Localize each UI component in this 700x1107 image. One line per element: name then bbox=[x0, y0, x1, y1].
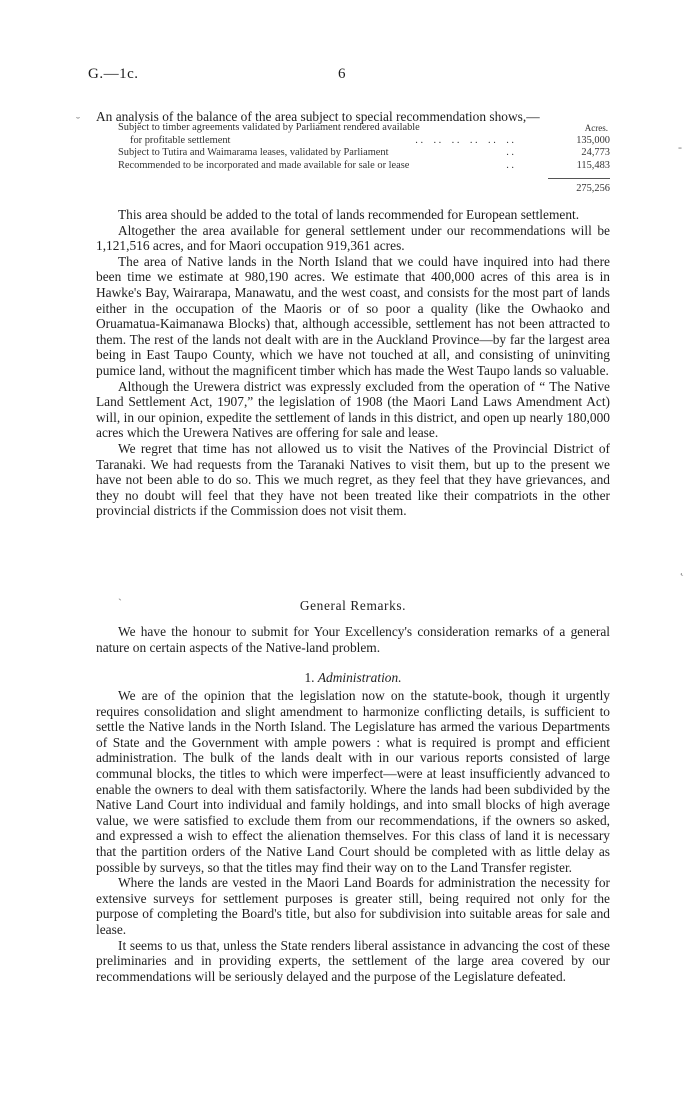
total-rule bbox=[548, 178, 610, 179]
row-label: Subject to timber agreements validated by Parliament rendered available bbox=[118, 122, 420, 133]
section-heading: General Remarks. bbox=[299, 598, 407, 613]
scan-mark: ˋ bbox=[118, 596, 122, 610]
page-number: 6 bbox=[338, 66, 346, 82]
paragraph: Although the Urewera district was expressly excluded from the operation of “ The Native Land Settlement Act, 1907,” the legislation of 1908 (the Maori Land Laws Amendment Act) will, in our opinion, expedite the settlement of lands in this district, and open up nearly 180,000 acres which the Urewera Natives are offering for sale and lease. bbox=[96, 378, 610, 441]
scan-mark: - bbox=[678, 140, 682, 154]
acres-unit-label: Acres. bbox=[584, 123, 608, 133]
row-label: Subject to Tutira and Waimarama leases, validated by Parliament bbox=[118, 147, 389, 159]
paragraph: Altogether the area available for general settlement under our recommendations will be 1,121,516 acres, and for Maori occupation 919,361 acres. bbox=[96, 222, 610, 254]
row-value: 24,773 bbox=[581, 147, 610, 159]
subsection-heading bbox=[96, 670, 610, 686]
row-value: 135,000 bbox=[576, 134, 610, 146]
row-value: 115,483 bbox=[576, 160, 610, 172]
body-section-general bbox=[96, 624, 610, 655]
body-section-2 bbox=[96, 688, 610, 984]
scan-mark: ˘ bbox=[76, 114, 80, 128]
row-label: for profitable settlement bbox=[130, 134, 231, 146]
table-row: for profitable settlement . . . . . . . . . . . . 135,000 bbox=[118, 135, 610, 148]
body-section-1 bbox=[96, 207, 610, 519]
row-label: Recommended to be incorporated and made available for sale or lease bbox=[118, 160, 410, 172]
paragraph: This area should be added to the total of lands recommended for European settlement. bbox=[118, 207, 580, 222]
table-row: Subject to Tutira and Waimarama leases, validated by Parliament . . 24,773 bbox=[118, 147, 610, 159]
paragraph: Where the lands are vested in the Maori Land Boards for administration the necessity for extensive surveys for settlement purposes is greater still, being required not only for the purpose of completing the Board's title, but also for subdivision into suitable areas for sale and lease. bbox=[96, 875, 610, 937]
table-row: Recommended to be incorporated and made available for sale or lease . . 115,483 bbox=[118, 160, 610, 172]
paragraph: We regret that time has not allowed us to visit the Natives of the Provincial District of Taranaki. We had requests from the Taranaki Natives to visit them, but up to the present we have not been able to do so. This we much regret, as they feel that they have grievances, and they no doubt will feel that they have not been treated like their compatriots in the other provincial districts if the Commission does not visit them. bbox=[96, 440, 610, 519]
subsection-title: Administration. bbox=[317, 670, 402, 685]
paragraph: We have the honour to submit for Your Excellency's consideration remarks of a general nature on certain aspects of the Native-land problem. bbox=[96, 624, 610, 655]
acreage-table bbox=[118, 122, 610, 195]
paragraph: The area of Native lands in the North Island that we could have inquired into had there been time we estimate at 980,190 acres. We estimate that 400,000 acres of this area is in Hawke's Bay, Wairarapa, Manawatu, and the west coast, and consists for the most part of lands either in the occupation of the Maoris or of so poor a quality (like the Owhaoko and Oruamatua-Kaimanawa Blocks) that, although accessible, settlement has not been attracted to them. The rest of the lands not dealt with are in the Auckland Province—by far the largest area being in East Taupo County, which we have not touched at all, and consisting of uninviting pumice land, without the magnificent timber which has made the West Taupo lands so valuable. bbox=[96, 253, 610, 378]
analysis-intro: An analysis of the balance of the area subject to special recommendation shows,— bbox=[96, 109, 540, 125]
document-reference: G.—1c. bbox=[88, 66, 139, 82]
page-header bbox=[88, 66, 608, 86]
table-total: 275,256 bbox=[576, 182, 610, 194]
scan-mark: ˛ bbox=[680, 562, 684, 576]
paragraph: We are of the opinion that the legislation now on the statute-book, though it urgently requires consolidation and slight amendment to harmonize conflicting details, is sufficient to settle the Native lands in the North Island. The Legislature has armed the various Departments of State and the Government with ample powers : what is required is prompt and efficient administration. The bulk of the lands dealt with in our various reports consisted of large communal blocks, the titles to which were imperfect—were at least insufficiently advanced to enable the owners to deal with them satisfactorily. Where the lands had been subdivided by the Native Land Court into individual and family holdings, and into small blocks of high average value, we were satisfied to exclude them from our recommendations, if the owners so asked, and expressed a wish to effect the alienation themselves. For this class of land it is necessary that the partition orders of the Native Land Court should be completed with as little delay as possible by surveys, so that the titles may find their way on to the Land Transfer register. bbox=[96, 688, 610, 875]
subsection-number: 1. bbox=[304, 670, 315, 685]
paragraph: It seems to us that, unless the State renders liberal assistance in advancing the cost of these preliminaries and in providing experts, the settlement of the large area covered by our recommendations will be seriously delayed and the purpose of the Legislature defeated. bbox=[96, 937, 610, 984]
